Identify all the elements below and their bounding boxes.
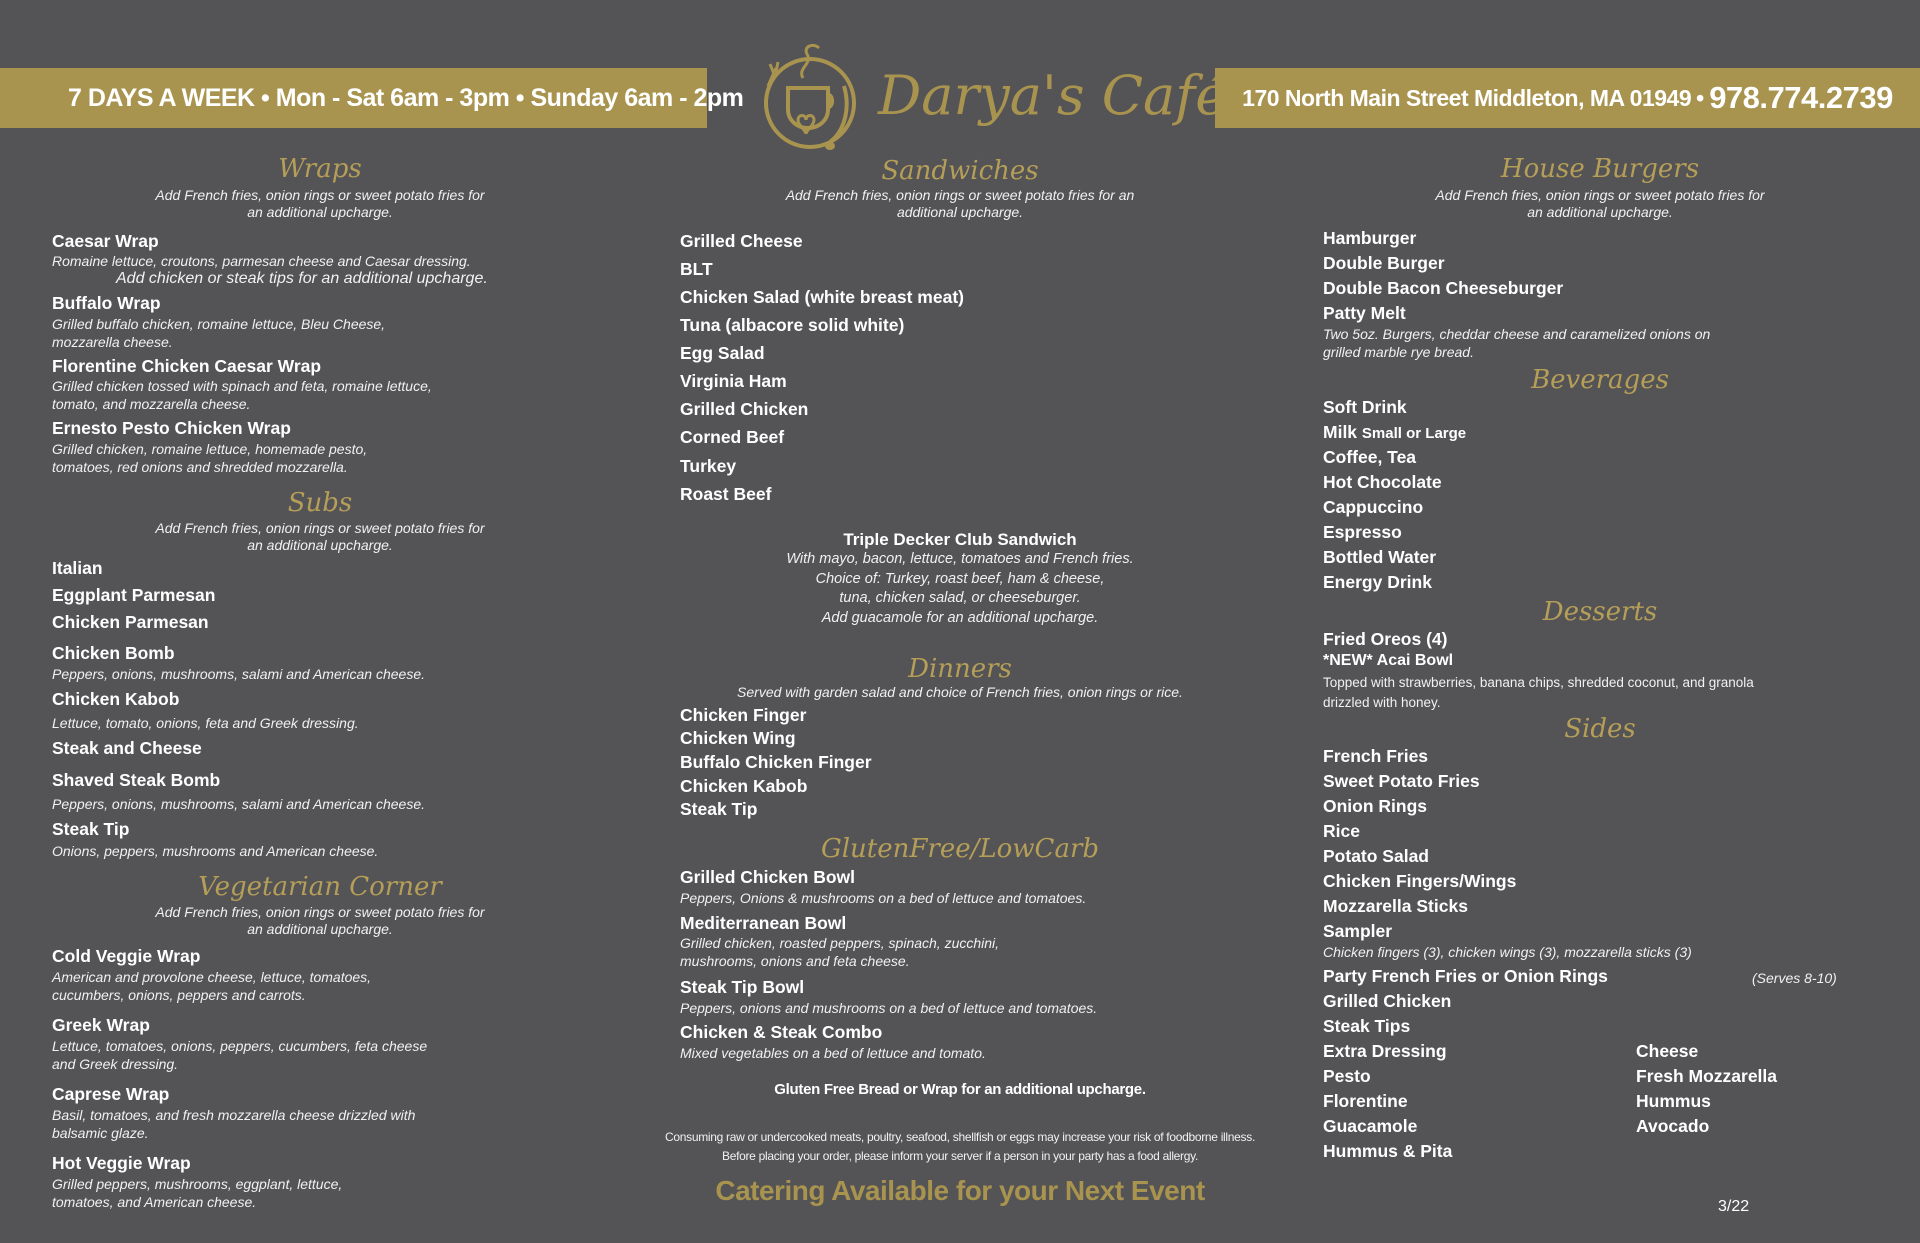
serves-note: (Serves 8-10) — [1752, 970, 1837, 986]
subs-title: Subs — [287, 488, 353, 518]
menu-item: Avocado — [1636, 1116, 1710, 1136]
sandwiches-note: Add French fries, onion rings or sweet potato fries for an additional upcharge. — [785, 187, 1135, 220]
menu-item: Shaved Steak Bomb — [52, 770, 221, 790]
club-sandwich-title: Triple Decker Club Sandwich — [843, 530, 1077, 549]
sandwiches-title: Sandwiches — [881, 156, 1039, 186]
menu-item: Caprese Wrap — [52, 1084, 170, 1104]
menu-item: Chicken & Steak Combo — [680, 1022, 883, 1042]
item-description: Grilled chicken, romaine lettuce, homemade pesto, tomatoes, red onions and shredded mozzarella. — [52, 441, 368, 475]
item-description: Grilled buffalo chicken, romaine lettuce, Bleu Cheese, mozzarella cheese. — [52, 316, 386, 350]
menu-item: Caesar Wrap — [52, 231, 159, 251]
item-description: Two 5oz. Burgers, cheddar cheese and caramelized onions on grilled marble rye bread. — [1323, 326, 1711, 360]
menu-item: Florentine Chicken Caesar Wrap — [52, 356, 322, 376]
menu-item: Energy Drink — [1323, 572, 1432, 592]
item-description: Chicken fingers (3), chicken wings (3), mozzarella sticks (3) — [1323, 944, 1692, 960]
menu-item: Steak Tip — [680, 799, 758, 819]
menu-item: Cold Veggie Wrap — [52, 946, 201, 966]
menu-item: Chicken Bomb — [52, 643, 175, 663]
menu-item: Hamburger — [1323, 228, 1417, 248]
menu-item: Corned Beef — [680, 427, 785, 447]
food-allergy-warning: Consuming raw or undercooked meats, poultry, seafood, shellfish or eggs may increase your risk of foodborne illness. Before placing your order, please inform your server if a person in your party has a food allergy. — [665, 1130, 1255, 1163]
item-description: Romaine lettuce, croutons, parmesan cheese and Caesar dressing. — [52, 253, 471, 269]
menu-item: Chicken Finger — [680, 705, 807, 725]
menu-item: Espresso — [1323, 522, 1402, 542]
menu-item: Turkey — [680, 456, 737, 476]
menu-item: Coffee, Tea — [1323, 447, 1417, 467]
vegetarian-note: Add French fries, onion rings or sweet potato fries for an additional upcharge. — [155, 904, 485, 937]
menu-item: Chicken Wing — [680, 728, 796, 748]
menu-item: Sampler — [1323, 921, 1393, 941]
menu-item: Greek Wrap — [52, 1015, 150, 1035]
menu-item: Virginia Ham — [680, 371, 787, 391]
item-description: Onions, peppers, mushrooms and American cheese. — [52, 843, 379, 859]
menu-item: Buffalo Chicken Finger — [680, 752, 872, 772]
item-description: Grilled chicken, roasted peppers, spinach, zucchini, mushrooms, onions and feta cheese. — [680, 935, 1000, 969]
menu-item: French Fries — [1323, 746, 1429, 766]
item-description: Lettuce, tomatoes, onions, peppers, cucumbers, feta cheese and Greek dressing. — [52, 1038, 428, 1072]
menu-item: Steak Tip — [52, 819, 130, 839]
hours-banner — [0, 68, 744, 128]
menu-item: BLT — [680, 259, 713, 279]
club-sandwich-desc: With mayo, bacon, lettuce, tomatoes and French fries. Choice of: Turkey, roast beef, ham & cheese, tuna, chicken salad, or cheeseburger. Add guacamole for an additional upcharge. — [786, 551, 1134, 626]
item-description: Mixed vegetables on a bed of lettuce and tomato. — [680, 1045, 986, 1061]
wraps-note: Add French fries, onion rings or sweet potato fries for an additional upcharge. — [155, 187, 485, 220]
menu-item: Chicken Salad (white breast meat) — [680, 287, 964, 307]
menu-item: Egg Salad — [680, 343, 765, 363]
separator-dot: • — [1696, 84, 1705, 111]
menu-item: Patty Melt — [1323, 303, 1406, 323]
menu-item: Hummus — [1636, 1091, 1711, 1111]
menu-item: Sweet Potato Fries — [1323, 771, 1480, 791]
menu-item: Milk Small or Large — [1323, 422, 1467, 442]
item-description: Add chicken or steak tips for an additional upcharge. — [116, 270, 488, 287]
menu-item: Roast Beef — [680, 484, 772, 504]
menu-item: Mozzarella Sticks — [1323, 896, 1468, 916]
menu-item: Bottled Water — [1323, 547, 1437, 567]
menu-item: Ernesto Pesto Chicken Wrap — [52, 418, 291, 438]
gluten-free-bread-note: Gluten Free Bread or Wrap for an additional upcharge. — [774, 1081, 1146, 1098]
item-description: Peppers, onions, mushrooms, salami and American cheese. — [52, 666, 425, 682]
menu-item: Steak Tip Bowl — [680, 977, 805, 997]
menu-item: Extra Dressing — [1323, 1041, 1447, 1061]
menu-item: Grilled Chicken — [1323, 991, 1452, 1011]
cafe-name: Darya's Café — [878, 64, 1228, 127]
item-description: Basil, tomatoes, and fresh mozzarella cheese drizzled with balsamic glaze. — [52, 1107, 416, 1141]
phone-number: 978.774.2739 — [1709, 80, 1893, 115]
item-description: Grilled peppers, mushrooms, eggplant, lettuce, tomatoes, and American cheese. — [52, 1176, 343, 1210]
menu-item: Florentine — [1323, 1091, 1408, 1111]
menu-item: Double Bacon Cheeseburger — [1323, 278, 1564, 298]
beverages-title: Beverages — [1531, 365, 1669, 395]
dinners-title: Dinners — [908, 654, 1012, 684]
burgers-note: Add French fries, onion rings or sweet potato fries for an additional upcharge. — [1435, 187, 1765, 220]
menu-item: Chicken Parmesan — [52, 612, 209, 632]
menu-item: *NEW* Acai Bowl — [1323, 652, 1454, 669]
sides-title: Sides — [1564, 714, 1636, 744]
menu-item: Chicken Kabob — [680, 776, 808, 796]
gluten-free-title: GlutenFree/LowCarb — [820, 834, 1100, 864]
menu-version: 3/22 — [1718, 1198, 1750, 1215]
menu-item: Potato Salad — [1323, 846, 1429, 866]
menu-item: Fresh Mozzarella — [1636, 1066, 1778, 1086]
menu-item: Chicken Fingers/Wings — [1323, 871, 1517, 891]
menu-item: Hot Chocolate — [1323, 472, 1442, 492]
item-description: Topped with strawberries, banana chips, shredded coconut, and granola drizzled with honey. — [1323, 675, 1754, 710]
menu-item: Hot Veggie Wrap — [52, 1153, 191, 1173]
item-description: Peppers, onions, mushrooms, salami and American cheese. — [52, 796, 425, 812]
cafe-logo — [748, 28, 1228, 158]
item-description: Lettuce, tomato, onions, feta and Greek dressing. — [52, 715, 359, 731]
menu-item: Eggplant Parmesan — [52, 585, 216, 605]
menu-item: Grilled Cheese — [680, 231, 803, 251]
item-description: American and provolone cheese, lettuce, tomatoes, cucumbers, onions, peppers and carrots. — [52, 969, 372, 1003]
menu-item: Pesto — [1323, 1066, 1371, 1086]
coffee-cup-icon — [748, 28, 878, 158]
menu-item: Tuna (albacore solid white) — [680, 315, 905, 335]
burgers-title: House Burgers — [1500, 154, 1700, 184]
hours-text: 7 DAYS A WEEK • Mon - Sat 6am - 3pm • Sunday 6am - 2pm — [68, 83, 744, 112]
menu-item: Steak and Cheese — [52, 738, 202, 758]
wraps-title: Wraps — [278, 154, 362, 184]
catering-banner: Catering Available for your Next Event — [715, 1175, 1205, 1206]
menu-item: Fried Oreos (4) — [1323, 629, 1448, 649]
vegetarian-title: Vegetarian Corner — [198, 872, 442, 902]
item-description: Grilled chicken tossed with spinach and feta, romaine lettuce, tomato, and mozzarella cheese. — [52, 378, 432, 412]
menu-item: Italian — [52, 558, 103, 578]
menu-item: Rice — [1323, 821, 1360, 841]
menu-item: Party French Fries or Onion Rings — [1323, 966, 1608, 986]
item-description: Peppers, Onions & mushrooms on a bed of lettuce and tomatoes. — [680, 890, 1087, 906]
menu-item: Soft Drink — [1323, 397, 1407, 417]
address-text: 170 North Main Street Middleton, MA 01949 — [1242, 84, 1692, 111]
menu-item: Cappuccino — [1323, 497, 1424, 517]
menu-item: Cheese — [1636, 1041, 1699, 1061]
dinners-note: Served with garden salad and choice of French fries, onion rings or rice. — [737, 684, 1183, 700]
subs-note: Add French fries, onion rings or sweet potato fries for an additional upcharge. — [155, 520, 485, 553]
menu-item: Buffalo Wrap — [52, 293, 161, 313]
menu-item: Steak Tips — [1323, 1016, 1411, 1036]
menu-item: Grilled Chicken Bowl — [680, 867, 856, 887]
contact-banner — [1215, 68, 1920, 128]
menu-item: Chicken Kabob — [52, 689, 180, 709]
menu-item: Onion Rings — [1323, 796, 1428, 816]
menu-item: Mediterranean Bowl — [680, 913, 847, 933]
menu-item: Grilled Chicken — [680, 399, 809, 419]
menu-item: Double Burger — [1323, 253, 1445, 273]
desserts-title: Desserts — [1542, 597, 1658, 627]
menu-item: Guacamole — [1323, 1116, 1418, 1136]
item-description: Peppers, onions and mushrooms on a bed of lettuce and tomatoes. — [680, 1000, 1098, 1016]
menu-item: Hummus & Pita — [1323, 1141, 1453, 1161]
